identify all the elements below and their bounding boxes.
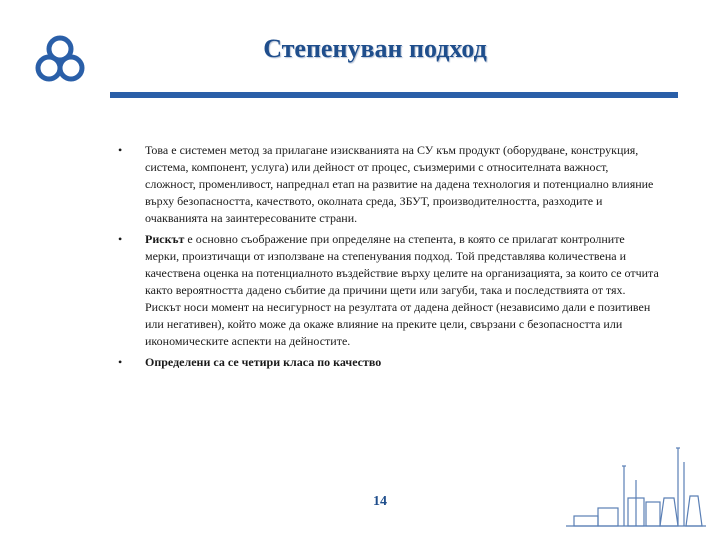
list-item xyxy=(112,354,660,371)
bullet-body: е основно съображение при определяне на степента, в която се прилагат контролните мерки, произтичащи от използване на степенувания подход. Той представлява количествена и качествена оценка на потенциалното въздействие върху целите на организацията, за които се отчита както вероятността дадено събитие да причини щети или загуби, така и последствията от тях. Рискът носи момент на несигурност на резултата от дадена дейност (независимо дали е позитивен или негативен), който може да окаже влияние на преките цели, свързани с безопасността или икономическите аспекти на дейностите. xyxy=(145,232,659,348)
bullet-bold-lead: Рискът xyxy=(145,232,185,246)
bullet-text xyxy=(145,231,660,350)
bullet-marker: • xyxy=(118,232,123,246)
page-number: 14 xyxy=(373,494,387,509)
list-item xyxy=(112,231,660,350)
bullet-bold-lead: Определени са се четири класа по качество xyxy=(145,355,382,369)
bullet-list xyxy=(112,142,660,375)
bullet-marker: • xyxy=(118,143,123,157)
title-divider xyxy=(110,92,678,98)
bullet-text xyxy=(145,142,660,227)
list-item xyxy=(112,142,660,227)
bullet-text xyxy=(145,354,660,371)
bullet-body: Това е системен метод за прилагане изискванията на СУ към продукт (оборудване, конструкция, система, компонент, услуга) или дейност от процес, съизмерими с относителната важност, сложност, променливост, напреднал етап на развитие на дадена технология и потенциално влияние върху безопасността, качеството, околната среда, ЗБУТ, производителността, разходите и очакванията на заинтересованите страни. xyxy=(145,143,654,225)
bullet-marker: • xyxy=(118,355,123,369)
slide-title: Степенуван подход xyxy=(263,34,487,63)
plant-skyline-illustration xyxy=(566,440,706,530)
company-logo xyxy=(30,30,90,90)
